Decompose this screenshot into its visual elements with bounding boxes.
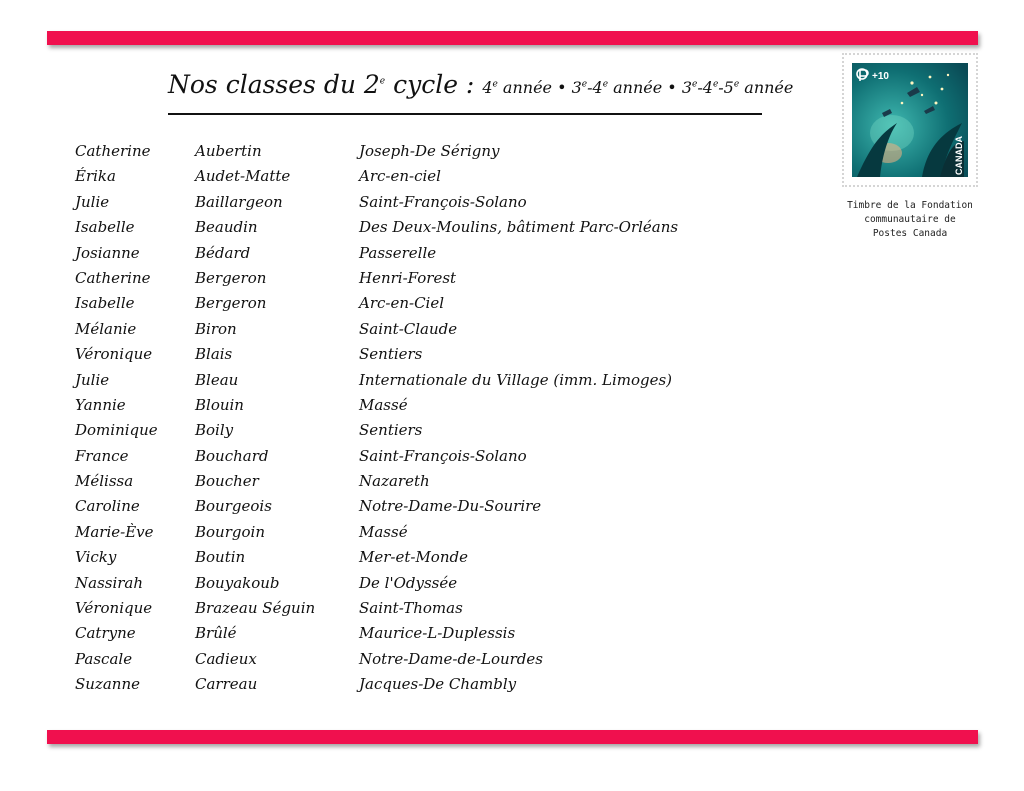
teacher-first-name: Nassirah	[75, 573, 144, 592]
top-accent-bar	[47, 31, 978, 45]
teacher-first-name: Catherine	[75, 142, 151, 160]
teacher-first-name: Isabelle	[75, 294, 135, 313]
teacher-last-name: Bergeron	[195, 268, 267, 287]
teacher-first-name: Vicky	[75, 548, 117, 567]
caption-line: Postes Canada	[872, 228, 948, 239]
teacher-last-name: Baillargeon	[195, 192, 283, 211]
school-name: Saint-François-Solano	[359, 192, 527, 211]
school-name: Maurice-L-Duplessis	[359, 624, 516, 643]
school-name: Massé	[359, 395, 408, 414]
title-underline	[168, 113, 762, 115]
caption-line: communautaire de	[864, 214, 956, 225]
teacher-first-name: Catryne	[75, 624, 136, 643]
teacher-last-name: Blais	[195, 345, 233, 364]
school-name: Arc-en-ciel	[359, 167, 441, 186]
school-name: Saint-François-Solano	[359, 446, 527, 465]
teacher-last-name: Boutin	[195, 548, 246, 567]
teacher-last-name: Carreau	[195, 675, 258, 694]
school-name: Notre-Dame-de-Lourdes	[359, 649, 543, 668]
postage-stamp	[842, 53, 978, 187]
teacher-last-name: Cadieux	[195, 649, 257, 668]
teacher-last-name: Boucher	[195, 472, 259, 491]
school-name: Saint-Claude	[359, 319, 458, 338]
teacher-first-name: Caroline	[75, 497, 140, 516]
svg-text:CANADA: CANADA	[954, 136, 964, 175]
teacher-first-name: Mélanie	[75, 319, 137, 338]
teacher-last-name: Bourgeois	[195, 497, 272, 516]
teacher-last-name: Aubertin	[195, 142, 262, 160]
title-main: Nos classes du 2e cycle :	[168, 70, 483, 99]
teacher-first-name: Julie	[75, 192, 110, 211]
teacher-last-name: Brûlé	[195, 624, 237, 643]
teacher-first-name: France	[75, 446, 129, 465]
teacher-first-name: Dominique	[75, 421, 158, 440]
school-name: Mer-et-Monde	[359, 548, 468, 567]
school-name: Nazareth	[359, 472, 430, 491]
school-name: Passerelle	[359, 243, 437, 262]
school-name: De l'Odyssée	[359, 573, 458, 592]
teacher-first-name: Véronique	[75, 599, 153, 618]
teacher-first-name: Suzanne	[75, 675, 140, 694]
teacher-last-name: Bleau	[195, 370, 239, 389]
stamp-artwork-icon	[852, 63, 968, 177]
teacher-first-name: Pascale	[75, 649, 133, 668]
page-title	[168, 70, 794, 99]
teacher-first-name: Mélissa	[75, 472, 134, 491]
school-name: Joseph-De Sérigny	[359, 142, 500, 160]
teacher-last-name: Beaudin	[195, 218, 258, 237]
school-name: Sentiers	[359, 421, 423, 440]
school-name: Internationale du Village (imm. Limoges)	[359, 370, 673, 389]
teacher-last-name: Brazeau Séguin	[195, 599, 316, 618]
school-name: Arc-en-Ciel	[359, 294, 445, 313]
teacher-last-name: Blouin	[195, 395, 244, 414]
teacher-last-name: Bédard	[195, 243, 251, 262]
teacher-first-name: Catherine	[75, 268, 151, 287]
teacher-last-name: Bourgoin	[195, 522, 265, 541]
svg-text:+10: +10	[872, 71, 889, 82]
school-name: Jacques-De Chambly	[359, 675, 517, 694]
school-name: Massé	[359, 522, 408, 541]
teacher-first-name: Josianne	[75, 243, 140, 262]
teacher-last-name: Bouyakoub	[195, 573, 280, 592]
school-name: Des Deux-Moulins, bâtiment Parc-Orléans	[359, 218, 679, 237]
teacher-last-name: Bergeron	[195, 294, 267, 313]
teacher-first-name: Isabelle	[75, 218, 135, 237]
bottom-accent-bar	[47, 730, 978, 744]
school-name: Saint-Thomas	[359, 599, 463, 618]
teacher-first-name: Véronique	[75, 345, 153, 364]
school-name: Sentiers	[359, 345, 423, 364]
teacher-last-name: Boily	[195, 421, 234, 440]
teacher-last-name: Biron	[195, 319, 237, 338]
teacher-first-name: Julie	[75, 370, 110, 389]
teacher-first-name: Érika	[75, 167, 116, 186]
teacher-first-name: Yannie	[75, 395, 126, 414]
teacher-last-name: Audet-Matte	[195, 167, 291, 186]
school-name: Notre-Dame-Du-Sourire	[359, 497, 542, 516]
teacher-first-name: Marie-Ève	[75, 522, 154, 541]
title-grades: 4e année • 3e-4e année • 3e-4e-5e année	[482, 78, 794, 97]
school-name: Henri-Forest	[359, 268, 457, 287]
stamp-caption	[836, 199, 984, 241]
caption-line: Timbre de la Fondation	[847, 200, 973, 211]
teacher-last-name: Bouchard	[195, 446, 269, 465]
